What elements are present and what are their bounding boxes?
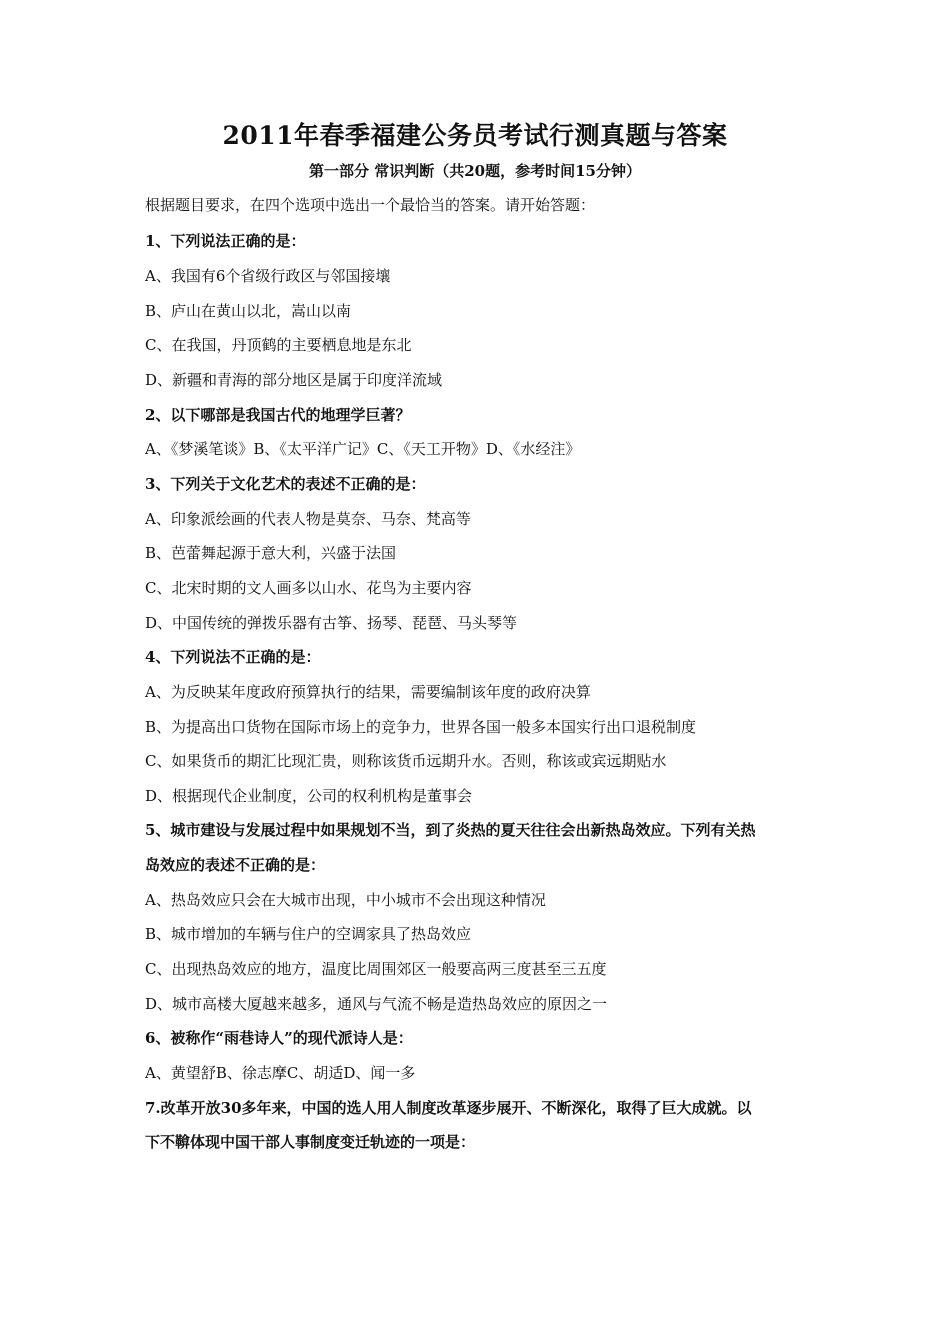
document-title: 2011年春季福建公务员考试行测真题与答案: [222, 121, 728, 150]
question-text: 1、下列说法正确的是：: [145, 232, 306, 250]
answer-option: A、《梦溪笔谈》B、《太平洋广记》C、《天工开物》D、《水经注》: [145, 440, 581, 458]
answer-option: A、热岛效应只会在大城市出现，中小城市不会出现这种情况: [145, 891, 546, 909]
answer-option: A、黄望舒B、徐志摩C、胡适D、闻一多: [145, 1064, 416, 1082]
answer-option: B、芭蕾舞起源于意大利，兴盛于法国: [145, 544, 397, 562]
answer-option: D、中国传统的弹拨乐器有古筝、扬琴、琵琶、马头琴等: [145, 614, 518, 632]
answer-option: C、如果货币的期汇比现汇贵，则称该货币远期升水。否则，称该或宾远期贴水: [145, 752, 667, 770]
answer-option: D、根据现代企业制度，公司的权利机构是董事会: [145, 787, 473, 805]
instructions-text: 根据题目要求，在四个选项中选出一个最恰当的答案。请开始答题：: [145, 196, 596, 214]
answer-option: C、出现热岛效应的地方，温度比周围郊区一般要高两三度甚至三五度: [145, 960, 607, 978]
answer-option: A、我国有6个省级行政区与邻国接壤: [145, 267, 391, 285]
question-text: 7.改革开放30多年来，中国的选人用人制度改革逐步展开、不断深化，取得了巨大成就。以: [145, 1099, 752, 1117]
question-text: 下不鞥体现中国干部人事制度变迁轨迹的一项是：: [145, 1133, 476, 1151]
answer-option: D、新疆和青海的部分地区是属于印度洋流域: [145, 371, 443, 389]
question-text: 岛效应的表述不正确的是：: [145, 856, 326, 874]
question-text: 5、城市建设与发展过程中如果规划不当，到了炎热的夏天往往会出新热岛效应。下列有关热: [145, 821, 756, 839]
answer-option: A、为反映某年度政府预算执行的结果，需要编制该年度的政府决算: [145, 683, 591, 701]
answer-option: A、印象派绘画的代表人物是莫奈、马奈、梵高等: [145, 510, 471, 528]
answer-option: B、庐山在黄山以北，嵩山以南: [145, 302, 352, 320]
answer-option: C、在我国，丹顶鹤的主要栖息地是东北: [145, 336, 412, 354]
question-text: 4、下列说法不正确的是：: [145, 648, 321, 666]
section-heading: 第一部分 常识判断（共20题，参考时间15分钟）: [309, 162, 641, 180]
question-text: 3、下列关于文化艺术的表述不正确的是：: [145, 475, 426, 493]
question-text: 2、以下哪部是我国古代的地理学巨著？: [145, 406, 411, 424]
answer-option: B、为提高出口货物在国际市场上的竞争力，世界各国一般多本国实行出口退税制度: [145, 718, 697, 736]
answer-option: C、北宋时期的文人画多以山水、花鸟为主要内容: [145, 579, 472, 597]
question-text: 6、被称作“雨巷诗人”的现代派诗人是：: [145, 1029, 413, 1047]
answer-option: B、城市增加的车辆与住户的空调家具了热岛效应: [145, 925, 472, 943]
answer-option: D、城市高楼大厦越来越多，通风与气流不畅是造热岛效应的原因之一: [145, 995, 608, 1013]
